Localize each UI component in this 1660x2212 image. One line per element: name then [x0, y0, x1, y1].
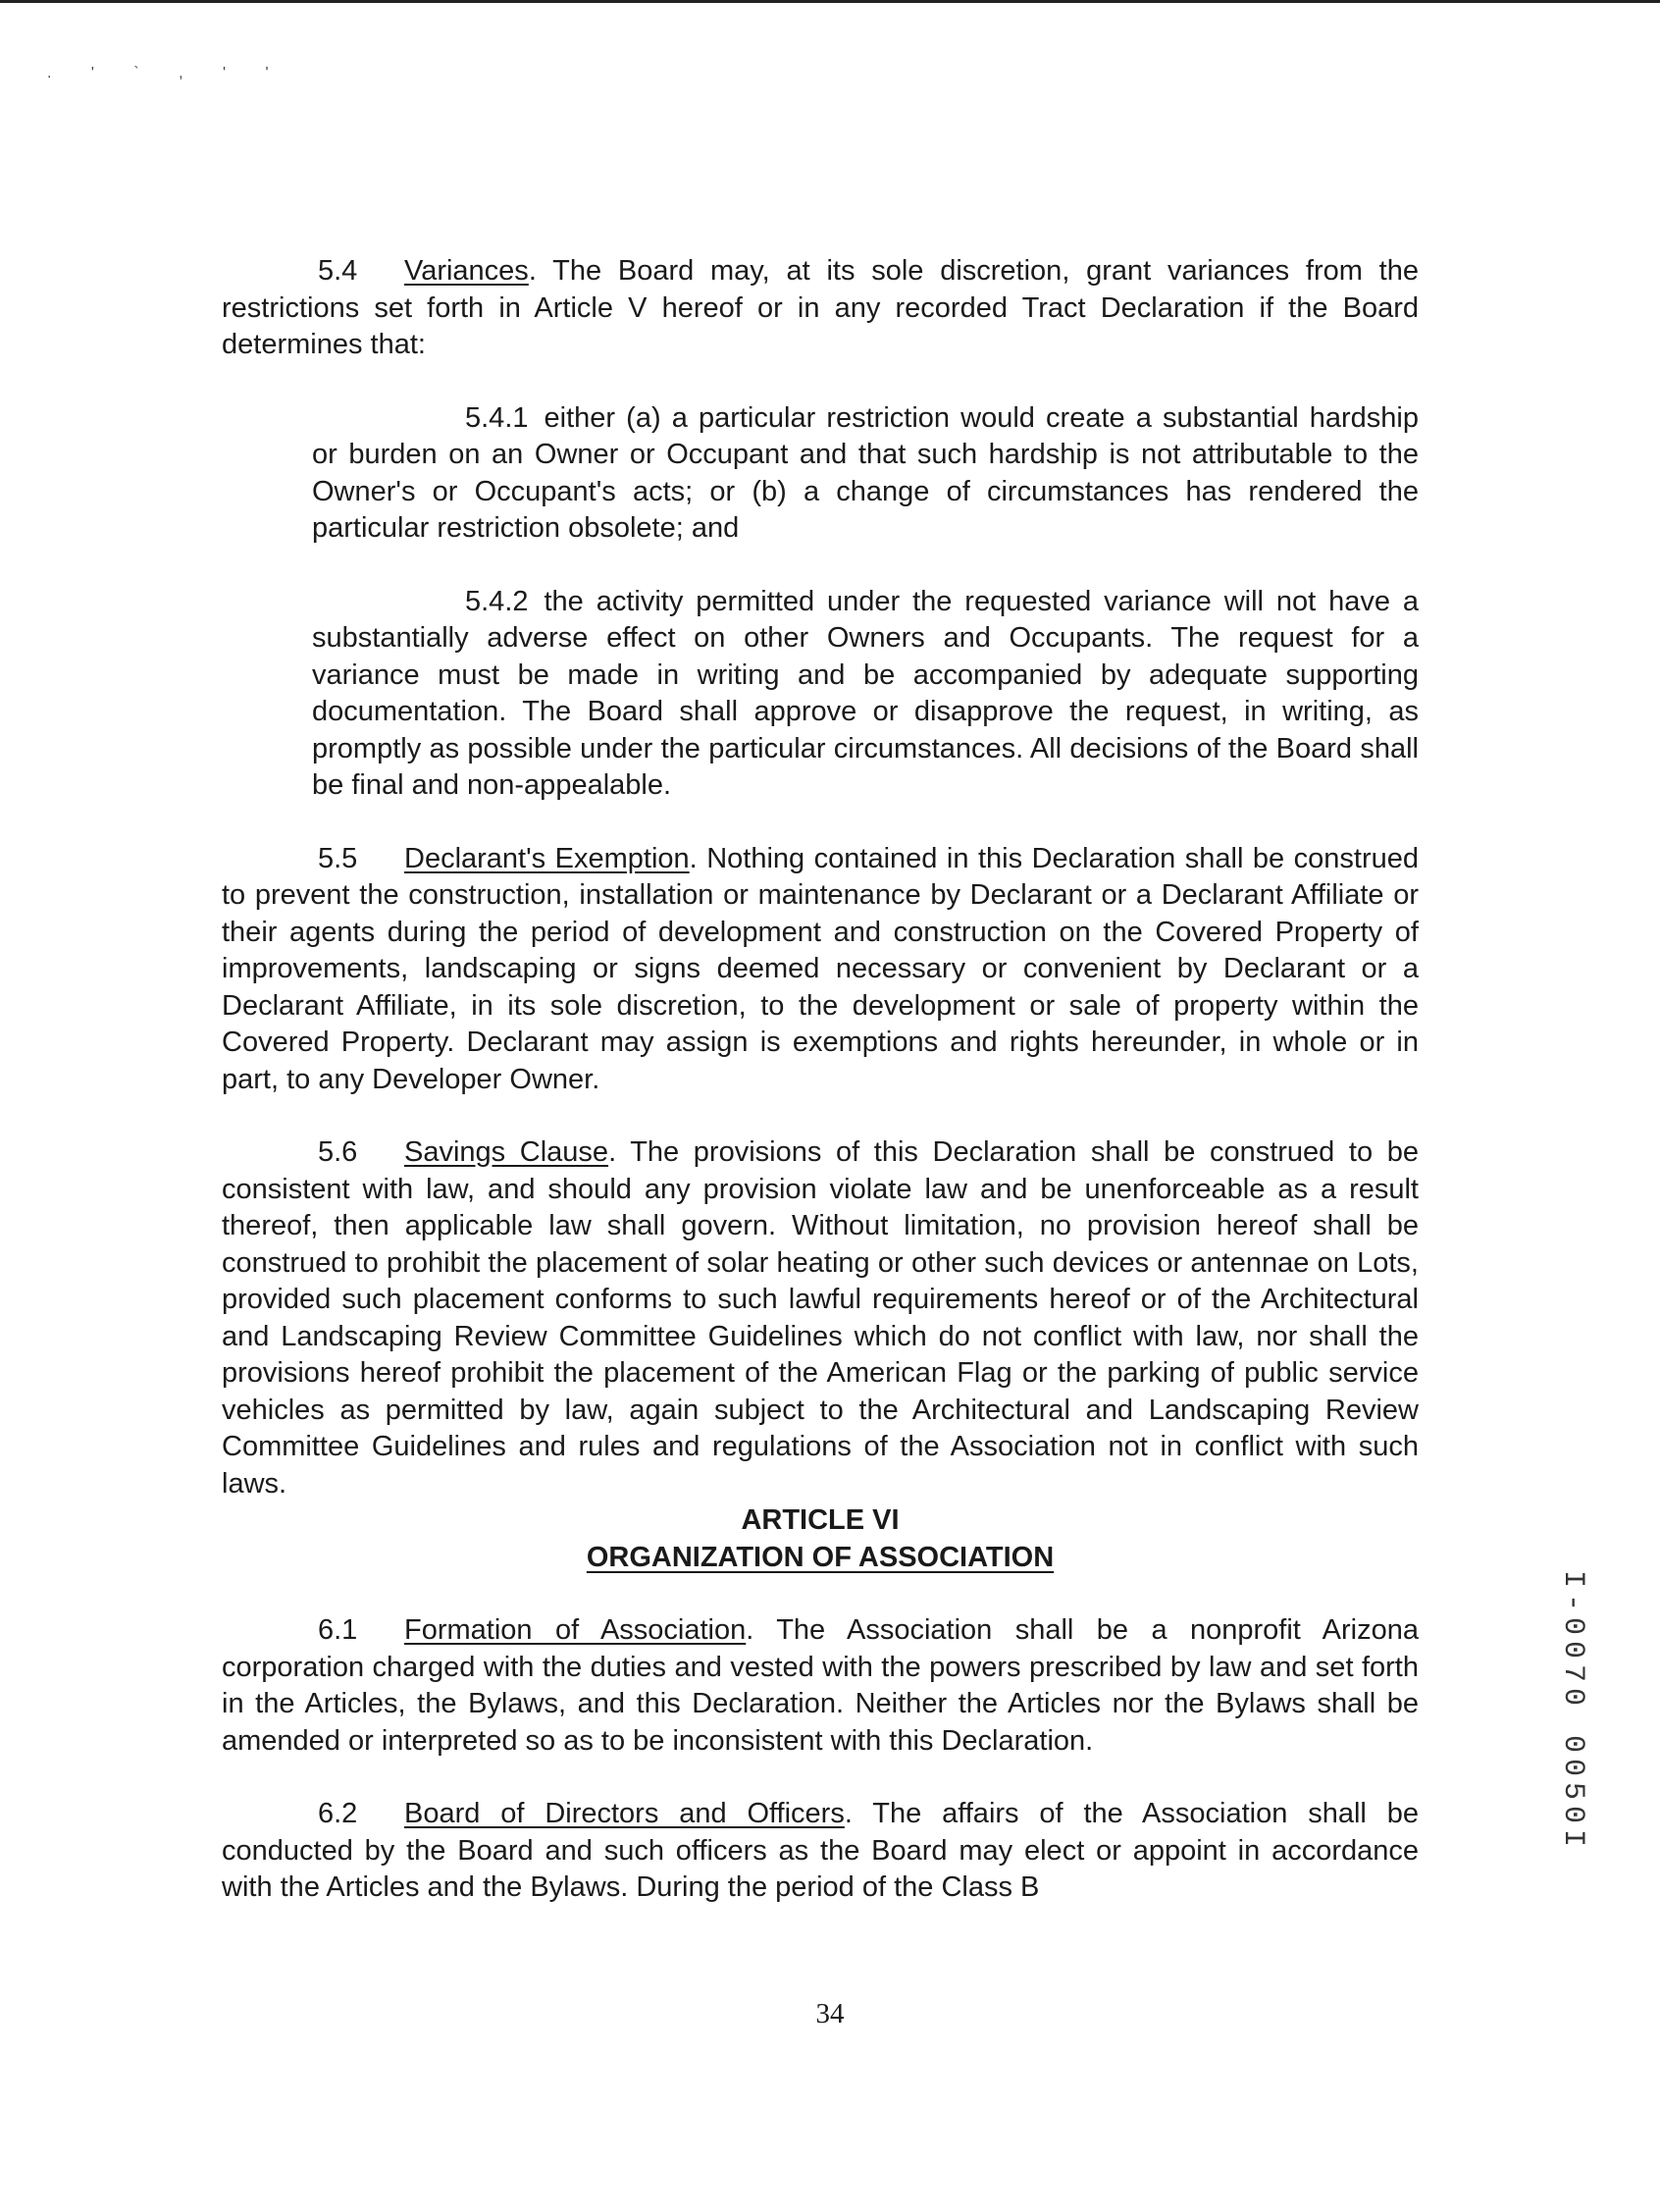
section-text: . The affairs of the Association shall be conducted by the Board and such officers as the Board may elect or appoint in accordance with the Articles and the Bylaws. During the period of the Class B — [222, 1798, 1420, 1903]
section-5-4 — [222, 253, 1419, 364]
section-6-1 — [222, 1612, 1419, 1760]
section-5-4-2 — [312, 584, 1419, 805]
scan-specks: . ' ` , ' ' — [47, 65, 286, 81]
section-number: 6.1 — [318, 1614, 358, 1646]
article-title — [222, 1540, 1419, 1577]
section-text: . The Board may, at its sole discretion, grant variances from the restrictions set forth in Article V hereof or in any recorded Tract Declaration if the Board determines that: — [222, 255, 1419, 360]
document-body — [222, 253, 1419, 1907]
section-number: 5.4.1 — [465, 401, 529, 434]
section-5-6 — [222, 1134, 1419, 1502]
section-number: 5.4 — [318, 255, 358, 287]
top-edge-rule — [0, 0, 1660, 3]
section-text: . The provisions of this Declaration shall be construed to be consistent with law, and should any provision violate law and be unenforceable as a result thereof, then applicable law shall govern. Without limitation, no provision hereof shall be construed to prohibit the placement of solar heating or other such devices or antennae on Lots, provided such placement conforms to such lawful requirements hereof or of the Architectural and Landscaping Review Committee Guidelines which do not conflict with law, nor shall the provisions hereof prohibit the placement of the American Flag or the parking of public service vehicles as permitted by law, again subject to the Architectural and Landscaping Review Committee Guidelines and rules and regulations of the Association not in conflict with such laws. — [222, 1136, 1419, 1500]
section-text: . The Association shall be a nonprofit Arizona corporation charged with the duties and vested with the powers prescribed by law and set forth in the Articles, the Bylaws, and this Declaration. Neither the Articles nor the Bylaws shall be amended or interpreted so as to be inconsistent with this Declaration. — [222, 1614, 1419, 1757]
section-6-2 — [222, 1796, 1419, 1907]
section-title: Declarant's Exemption — [404, 842, 690, 874]
section-text: . Nothing contained in this Declaration shall be construed to prevent the construction, installation or maintenance by Declarant or a Declarant Affiliate or their agents during the period of development and construction on the Covered Property of improvements, landscaping or signs deemed necessary or convenient by Declarant or a Declarant Affiliate, in its sole discretion, to the development or sale of property within the Covered Property. Declarant may assign is exemptions and rights hereunder, in whole or in part, to any Developer Owner. — [222, 842, 1419, 1095]
section-title: Formation of Association — [404, 1614, 747, 1646]
article-label: ARTICLE VI — [741, 1504, 900, 1536]
section-text: either (a) a particular restriction would create a substantial hardship or burden on an Owner or Occupant and that such hardship is not attributable to the Owner's or Occupant's acts; or (b) a change of circumstances has rendered the particular restriction obsolete; and — [312, 401, 1419, 544]
section-5-5 — [222, 841, 1419, 1099]
article-title-text: ORGANIZATION OF ASSOCIATION — [586, 1541, 1055, 1573]
section-title: Variances — [404, 255, 529, 287]
recording-stamp: I-0070 0050I — [1556, 1570, 1589, 1854]
section-5-4-1 — [312, 400, 1419, 548]
section-number: 5.4.2 — [465, 585, 529, 617]
section-number: 5.5 — [318, 842, 358, 874]
section-text: the activity permitted under the requested variance will not have a substantially adverse effect on other Owners and Occupants. The request for a variance must be made in writing and be accompanied by adequate supporting documentation. The Board shall approve or disapprove the request, in writing, as promptly as possible under the particular circumstances. All decisions of the Board shall be final and non-appealable. — [312, 585, 1419, 801]
section-number: 6.2 — [318, 1798, 358, 1829]
section-title: Board of Directors and Officers — [404, 1798, 845, 1829]
section-title: Savings Clause — [404, 1136, 609, 1168]
page-number: 34 — [815, 1998, 845, 2029]
section-number: 5.6 — [318, 1136, 358, 1168]
